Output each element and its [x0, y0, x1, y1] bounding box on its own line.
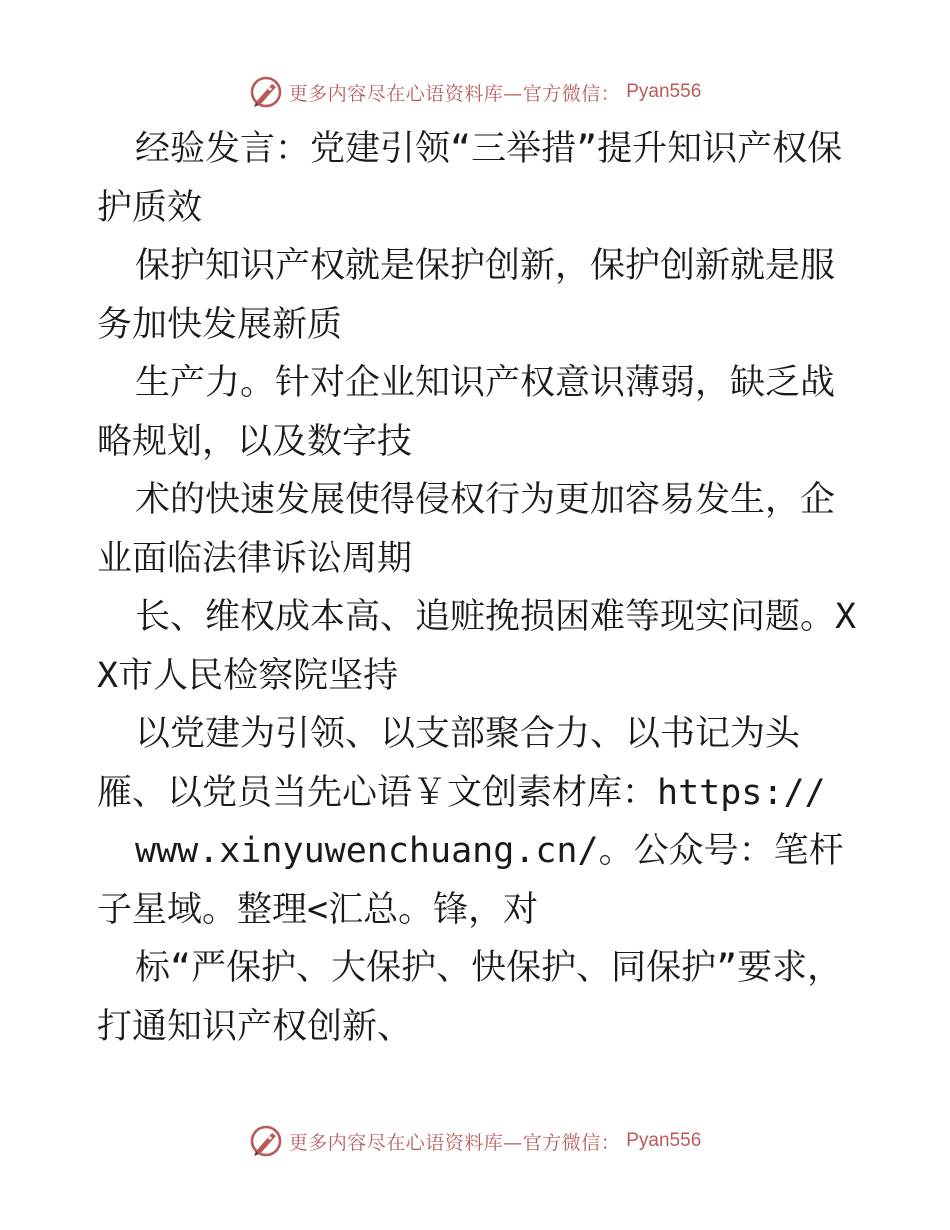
- paragraph-rest: 整理<汇总。锋，对: [237, 889, 539, 930]
- document-body: [97, 120, 857, 1056]
- wechat-id: Pyan556: [626, 1130, 702, 1151]
- paragraph-lead: 经验发言：党建引领“三举措”提升知识产权保: [135, 129, 843, 169]
- paragraph: [97, 588, 857, 705]
- paragraph-lead: 生产力。针对企业知识产权意识薄弱，缺乏战略: [97, 363, 836, 462]
- paragraph: [97, 120, 857, 237]
- paragraph-rest: 面临法律诉讼周期: [132, 538, 413, 579]
- paragraph-lead: 标“严保护、大保护、快保护、同保护”要求，: [135, 948, 843, 988]
- wechat-id: Pyan556: [626, 81, 702, 102]
- paragraph-lead: www.xinyuwenchuang.cn/。公众号：笔杆子星域。: [97, 831, 844, 930]
- paragraph: [97, 471, 857, 588]
- paragraph-lead: 保护知识产权就是保护创新，保护创新就是服务: [97, 246, 836, 345]
- paragraph: [97, 237, 857, 354]
- banner-text: 更多内容尽在心语资料库—官方微信：: [288, 82, 621, 105]
- paragraph-lead: 长、维权成本高、追赃挽损困难等现实问题。XX: [97, 597, 857, 696]
- paragraph: [97, 822, 857, 939]
- footer-banner: [0, 1121, 950, 1161]
- pen-circle-logo-icon: [249, 1124, 283, 1158]
- paragraph-rest: 以党员当先心语￥文创素材库：https://: [167, 772, 826, 813]
- paragraph-rest: 加快发展新质: [132, 304, 343, 345]
- paragraph: [97, 354, 857, 471]
- header-banner: [0, 72, 950, 112]
- paragraph-rest: 市人民检察院坚持: [118, 655, 399, 696]
- paragraph-lead: 术的快速发展使得侵权行为更加容易发生，企业: [97, 480, 836, 579]
- banner-text: 更多内容尽在心语资料库—官方微信：: [288, 1131, 621, 1154]
- paragraph-rest: 打通知识产权创新、: [97, 1006, 413, 1047]
- paragraph: [97, 939, 857, 1056]
- paragraph-rest: 规划，以及数字技: [132, 421, 413, 462]
- paragraph: [97, 705, 857, 822]
- paragraph-lead: 以党建为引领、以支部聚合力、以书记为头雁、: [97, 714, 801, 813]
- pen-circle-logo-icon: [249, 75, 283, 109]
- paragraph-rest: 护质效: [97, 187, 203, 228]
